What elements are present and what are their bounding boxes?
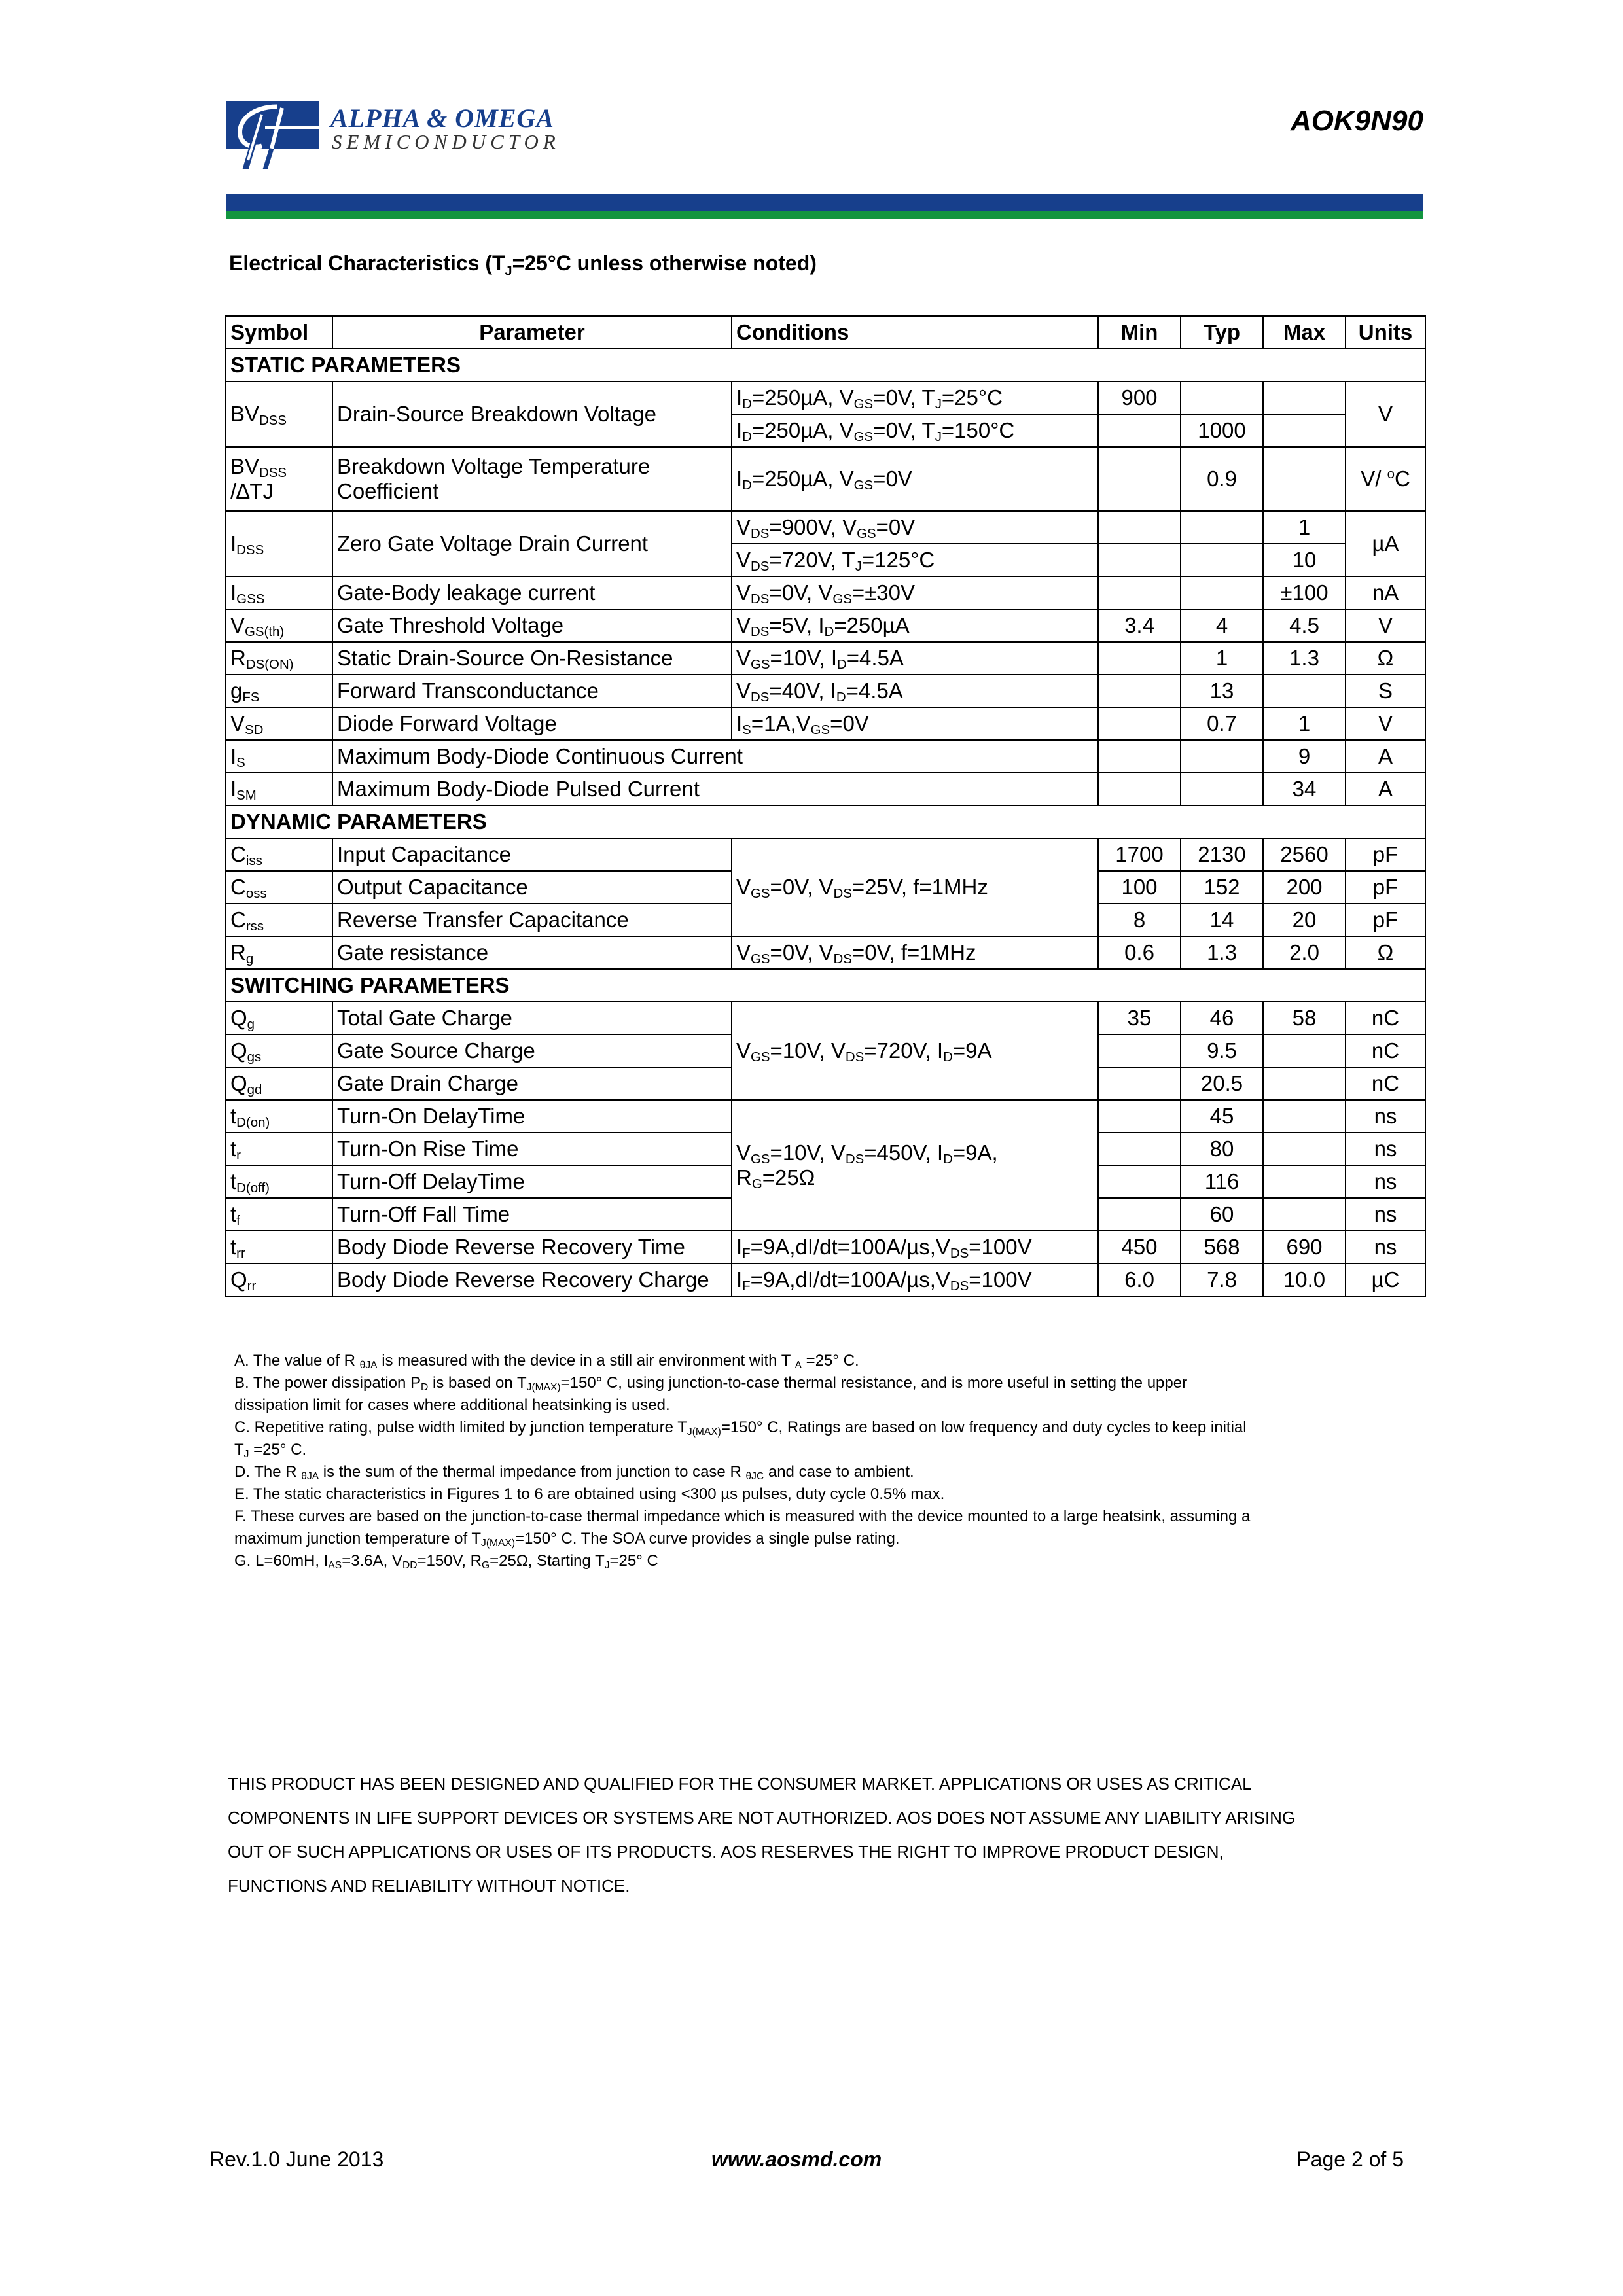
note-d: D. The R $_{\theta JA}$ is the sum of the thermal impedance from junction to case R $_{\theta JC}$ and case to ambient.	[234, 1463, 914, 1482]
typ-cell	[1181, 740, 1263, 773]
parameter-cell: Breakdown Voltage Temperature Coefficient	[332, 447, 732, 511]
units-cell: pF	[1346, 904, 1425, 936]
typ-cell: 1	[1181, 642, 1263, 675]
static-parameters-title: STATIC PARAMETERS	[226, 349, 1425, 381]
typ-cell	[1181, 544, 1263, 576]
table-row	[226, 936, 1425, 969]
typ-cell: 60	[1181, 1198, 1263, 1231]
note-a: A. The value of R $_{\theta JA}$ is measured with the device in a still air environment with T $_A$ =25° C.	[234, 1352, 859, 1371]
typ-cell	[1181, 381, 1263, 414]
symbol-cell: $V_{SD}$	[226, 707, 332, 740]
min-cell: 1700	[1098, 838, 1181, 871]
disclaimer-line: FUNCTIONS AND RELIABILITY WITHOUT NOTICE.	[228, 1876, 630, 1896]
parameter-cell: Gate Source Charge	[332, 1034, 732, 1067]
typ-cell: 1.3	[1181, 936, 1263, 969]
header-band-blue	[226, 194, 1423, 211]
parameter-cell: Body Diode Reverse Recovery Charge	[332, 1263, 732, 1296]
part-number: AOK9N90	[1291, 105, 1423, 137]
min-cell	[1098, 642, 1181, 675]
note-c-continued: $T_J =25^\circ$ C.	[234, 1441, 307, 1460]
table-row	[226, 642, 1425, 675]
section-row-static	[226, 349, 1425, 381]
symbol-cell: $R_g$	[226, 936, 332, 969]
typ-cell: 9.5	[1181, 1034, 1263, 1067]
units-cell: Ω	[1346, 936, 1425, 969]
min-cell	[1098, 1133, 1181, 1165]
conditions-cell: $V_{DS}=5V$, $I_D=250\mu A$	[732, 609, 1098, 642]
conditions-cell: $V_{GS}=0V$, $V_{DS}=0V$, f=1MHz	[732, 936, 1098, 969]
units-cell: V	[1346, 381, 1425, 447]
min-cell	[1098, 1165, 1181, 1198]
parameter-cell: Gate Threshold Voltage	[332, 609, 732, 642]
table-row	[226, 740, 1425, 773]
max-cell: 690	[1263, 1231, 1346, 1263]
typ-cell: 46	[1181, 1002, 1263, 1034]
max-cell: 10.0	[1263, 1263, 1346, 1296]
table-row	[226, 576, 1425, 609]
conditions-cell: $I_D=250\mu A$, $V_{GS}=0V$, $T_J=25^\circ C$	[732, 381, 1098, 414]
max-cell: 1.3	[1263, 642, 1346, 675]
parameter-cell: Gate resistance	[332, 936, 732, 969]
units-cell: nC	[1346, 1002, 1425, 1034]
note-c: C. Repetitive rating, pulse width limited by junction temperature $T_{J(MAX)}=150^\circ$ C, Ratings are based on low frequency and duty cycles to keep initial	[234, 1419, 1247, 1438]
max-cell	[1263, 381, 1346, 414]
disclaimer-line: THIS PRODUCT HAS BEEN DESIGNED AND QUALIFIED FOR THE CONSUMER MARKET. APPLICATIONS OR USES AS CRITICAL	[228, 1774, 1252, 1793]
symbol-cell: $t_f$	[226, 1198, 332, 1231]
symbol-cell: $t_{rr}$	[226, 1231, 332, 1263]
min-cell	[1098, 576, 1181, 609]
note-b: B. The power dissipation $P_D$ is based on $T_{J(MAX)}=150^\circ$ C, using junction-to-case thermal resistance, and is more useful in setting the upper	[234, 1374, 1188, 1393]
conditions-cell: $V_{GS}=0V$, $V_{DS}=25V$, f=1MHz	[732, 838, 1098, 936]
note-f-continued: maximum junction temperature of $T_{J(MAX)}=150^\circ$ C. The SOA curve provides a single pulse rating.	[234, 1530, 900, 1549]
min-cell: 6.0	[1098, 1263, 1181, 1296]
units-cell: Ω	[1346, 642, 1425, 675]
units-cell: ns	[1346, 1100, 1425, 1133]
max-cell: 20	[1263, 904, 1346, 936]
max-cell: 4.5	[1263, 609, 1346, 642]
conditions-cell: $V_{DS}=720V$, $T_J=125^\circ C$	[732, 544, 1098, 576]
table-row	[226, 838, 1425, 871]
max-cell	[1263, 1034, 1346, 1067]
footnotes	[234, 1350, 1412, 1572]
conditions-cell: $I_F=9A,dI/dt=100A/\mu s,V_{DS}=100V$	[732, 1263, 1098, 1296]
column-header-symbol: Symbol	[226, 316, 332, 349]
min-cell	[1098, 544, 1181, 576]
conditions-cell: $I_F=9A,dI/dt=100A/\mu s,V_{DS}=100V$	[732, 1231, 1098, 1263]
column-header-parameter: Parameter	[332, 316, 732, 349]
typ-cell: 568	[1181, 1231, 1263, 1263]
max-cell	[1263, 1165, 1346, 1198]
conditions-cell: $V_{GS}=10V$, $I_D=4.5A$	[732, 642, 1098, 675]
typ-cell	[1181, 511, 1263, 544]
note-g: G. L=60mH, $I_{AS}=3.6A$, $V_{DD}=150V$, $R_G=25\Omega$, Starting $T_J=25^\circ$ C	[234, 1552, 658, 1571]
max-cell: 1	[1263, 511, 1346, 544]
max-cell: 9	[1263, 740, 1346, 773]
max-cell	[1263, 1100, 1346, 1133]
symbol-cell: $Q_g$	[226, 1002, 332, 1034]
symbol-cell: $C_{rss}$	[226, 904, 332, 936]
table-header-row	[226, 316, 1425, 349]
note-b-continued: dissipation limit for cases where additional heatsinking is used.	[234, 1396, 670, 1414]
typ-cell: 0.7	[1181, 707, 1263, 740]
symbol-cell: $t_{D(off)}$	[226, 1165, 332, 1198]
min-cell: 450	[1098, 1231, 1181, 1263]
table-row	[226, 773, 1425, 805]
column-header-units: Units	[1346, 316, 1425, 349]
symbol-cell: $BV_{DSS}$ /∆TJ	[226, 447, 332, 511]
typ-cell	[1181, 576, 1263, 609]
section-row-switching	[226, 969, 1425, 1002]
table-row	[226, 511, 1425, 544]
units-cell: ns	[1346, 1165, 1425, 1198]
max-cell	[1263, 1133, 1346, 1165]
min-cell	[1098, 1100, 1181, 1133]
symbol-cell: $t_{D(on)}$	[226, 1100, 332, 1133]
units-cell: S	[1346, 675, 1425, 707]
alpha-omega-logo-icon	[226, 101, 319, 169]
parameter-cell: Gate Drain Charge	[332, 1067, 732, 1100]
parameter-cell: Output Capacitance	[332, 871, 732, 904]
symbol-cell: $R_{DS(ON)}$	[226, 642, 332, 675]
conditions-cell: $I_S=1A,V_{GS}=0V$	[732, 707, 1098, 740]
min-cell	[1098, 675, 1181, 707]
symbol-cell: $BV_{DSS}$	[226, 381, 332, 447]
typ-cell: 1000	[1181, 414, 1263, 447]
max-cell	[1263, 447, 1346, 511]
min-cell: 3.4	[1098, 609, 1181, 642]
min-cell	[1098, 773, 1181, 805]
symbol-cell: $I_{SM}$	[226, 773, 332, 805]
symbol-cell: $C_{iss}$	[226, 838, 332, 871]
parameter-cell: Body Diode Reverse Recovery Time	[332, 1231, 732, 1263]
note-f: F. These curves are based on the junction-to-case thermal impedance which is measured with the device mounted to a large heatsink, assuming a	[234, 1508, 1251, 1525]
table-row	[226, 707, 1425, 740]
max-cell: 200	[1263, 871, 1346, 904]
symbol-cell: $Q_{gs}$	[226, 1034, 332, 1067]
brand-name: ALPHA & OMEGA	[330, 103, 554, 133]
parameter-cell: Diode Forward Voltage	[332, 707, 732, 740]
disclaimer-line: COMPONENTS IN LIFE SUPPORT DEVICES OR SYSTEMS ARE NOT AUTHORIZED. AOS DOES NOT ASSUME ANY LIABILITY ARISING	[228, 1808, 1296, 1828]
max-cell	[1263, 1198, 1346, 1231]
parameter-cell: Gate-Body leakage current	[332, 576, 732, 609]
footer-page-number: Page 2 of 5	[1296, 2147, 1404, 2171]
column-header-min: Min	[1098, 316, 1181, 349]
table-row	[226, 1002, 1425, 1034]
symbol-cell: $g_{FS}$	[226, 675, 332, 707]
symbol-cell: $I_S$	[226, 740, 332, 773]
min-cell: 100	[1098, 871, 1181, 904]
section-row-dynamic	[226, 805, 1425, 838]
table-row	[226, 609, 1425, 642]
min-cell: 8	[1098, 904, 1181, 936]
switching-parameters-title: SWITCHING PARAMETERS	[226, 969, 1425, 1002]
typ-cell: 152	[1181, 871, 1263, 904]
parameter-cell: Maximum Body-Diode Continuous Current	[332, 740, 1098, 773]
max-cell	[1263, 414, 1346, 447]
company-logo	[226, 101, 605, 173]
symbol-cell: $C_{oss}$	[226, 871, 332, 904]
units-cell: µA	[1346, 511, 1425, 576]
conditions-cell: $V_{GS}=10V$, $V_{DS}=450V$, $I_D=9A$, $R_G=25\Omega$	[732, 1100, 1098, 1231]
typ-cell: 116	[1181, 1165, 1263, 1198]
max-cell: 2560	[1263, 838, 1346, 871]
units-cell: µC	[1346, 1263, 1425, 1296]
min-cell	[1098, 447, 1181, 511]
parameter-cell: Turn-Off DelayTime	[332, 1165, 732, 1198]
symbol-cell: $Q_{rr}$	[226, 1263, 332, 1296]
table-row	[226, 381, 1425, 414]
typ-cell: 14	[1181, 904, 1263, 936]
typ-cell: 0.9	[1181, 447, 1263, 511]
units-cell: nC	[1346, 1034, 1425, 1067]
typ-cell: 13	[1181, 675, 1263, 707]
table-row	[226, 675, 1425, 707]
header-band-green	[226, 211, 1423, 219]
max-cell: 34	[1263, 773, 1346, 805]
min-cell	[1098, 511, 1181, 544]
max-cell: 1	[1263, 707, 1346, 740]
column-header-max: Max	[1263, 316, 1346, 349]
symbol-cell: $I_{GSS}$	[226, 576, 332, 609]
parameter-cell: Turn-On Rise Time	[332, 1133, 732, 1165]
min-cell	[1098, 1034, 1181, 1067]
table-row	[226, 1231, 1425, 1263]
typ-cell: 20.5	[1181, 1067, 1263, 1100]
disclaimer	[228, 1767, 1419, 1903]
units-cell: V	[1346, 609, 1425, 642]
conditions-cell: $V_{GS}=10V$, $V_{DS}=720V$, $I_D=9A$	[732, 1002, 1098, 1100]
conditions-cell: $V_{DS}=40V$, $I_D=4.5A$	[732, 675, 1098, 707]
table-row	[226, 1263, 1425, 1296]
symbol-cell: $I_{DSS}$	[226, 511, 332, 576]
units-cell: A	[1346, 773, 1425, 805]
units-cell: pF	[1346, 838, 1425, 871]
table-row	[226, 447, 1425, 511]
dynamic-parameters-title: DYNAMIC PARAMETERS	[226, 805, 1425, 838]
typ-cell: 45	[1181, 1100, 1263, 1133]
parameter-cell: Input Capacitance	[332, 838, 732, 871]
typ-cell: 7.8	[1181, 1263, 1263, 1296]
min-cell: 35	[1098, 1002, 1181, 1034]
symbol-cell: $Q_{gd}$	[226, 1067, 332, 1100]
units-cell: nA	[1346, 576, 1425, 609]
column-header-typ: Typ	[1181, 316, 1263, 349]
units-cell: pF	[1346, 871, 1425, 904]
typ-cell: 4	[1181, 609, 1263, 642]
typ-cell	[1181, 773, 1263, 805]
footer-website-link[interactable]: www.aosmd.com	[711, 2147, 882, 2171]
max-cell: 58	[1263, 1002, 1346, 1034]
typ-cell: 2130	[1181, 838, 1263, 871]
electrical-characteristics-table	[225, 315, 1426, 1297]
parameter-cell: Drain-Source Breakdown Voltage	[332, 381, 732, 447]
units-cell: nC	[1346, 1067, 1425, 1100]
max-cell: 2.0	[1263, 936, 1346, 969]
units-cell: V/ $^o$C	[1346, 447, 1425, 511]
max-cell: ±100	[1263, 576, 1346, 609]
conditions-cell: $V_{DS}=0V$, $V_{GS}=\pm 30V$	[732, 576, 1098, 609]
symbol-cell: $t_r$	[226, 1133, 332, 1165]
min-cell	[1098, 707, 1181, 740]
units-cell: V	[1346, 707, 1425, 740]
units-cell: ns	[1346, 1198, 1425, 1231]
parameter-cell: Zero Gate Voltage Drain Current	[332, 511, 732, 576]
conditions-cell: $I_D=250\mu A$, $V_{GS}=0V$	[732, 447, 1098, 511]
column-header-conditions: Conditions	[732, 316, 1098, 349]
max-cell	[1263, 675, 1346, 707]
typ-cell: 80	[1181, 1133, 1263, 1165]
brand-subtitle: SEMICONDUCTOR	[332, 130, 560, 153]
units-cell: ns	[1346, 1231, 1425, 1263]
table-row	[226, 1100, 1425, 1133]
min-cell: 0.6	[1098, 936, 1181, 969]
note-e: E. The static characteristics in Figures 1 to 6 are obtained using <300 µs pulses, duty cycle 0.5% max.	[234, 1485, 945, 1503]
disclaimer-line: OUT OF SUCH APPLICATIONS OR USES OF ITS PRODUCTS. AOS RESERVES THE RIGHT TO IMPROVE PRODUCT DESIGN,	[228, 1842, 1224, 1862]
min-cell	[1098, 414, 1181, 447]
parameter-cell: Turn-On DelayTime	[332, 1100, 732, 1133]
parameter-cell: Turn-Off Fall Time	[332, 1198, 732, 1231]
parameter-cell: Static Drain-Source On-Resistance	[332, 642, 732, 675]
min-cell	[1098, 1067, 1181, 1100]
min-cell	[1098, 740, 1181, 773]
units-cell: ns	[1346, 1133, 1425, 1165]
units-cell: A	[1346, 740, 1425, 773]
symbol-cell: $V_{GS(th)}$	[226, 609, 332, 642]
conditions-cell: $I_D=250\mu A$, $V_{GS}=0V$, $T_J=150^\circ C$	[732, 414, 1098, 447]
section-title: Electrical Characteristics ($T_J=25^\circ C$ unless otherwise noted)	[229, 251, 817, 279]
parameter-cell: Total Gate Charge	[332, 1002, 732, 1034]
max-cell: 10	[1263, 544, 1346, 576]
min-cell: 900	[1098, 381, 1181, 414]
footer-revision: Rev.1.0 June 2013	[209, 2147, 384, 2171]
parameter-cell: Maximum Body-Diode Pulsed Current	[332, 773, 1098, 805]
conditions-cell: $V_{DS}=900V$, $V_{GS}=0V$	[732, 511, 1098, 544]
max-cell	[1263, 1067, 1346, 1100]
parameter-cell: Reverse Transfer Capacitance	[332, 904, 732, 936]
parameter-cell: Forward Transconductance	[332, 675, 732, 707]
min-cell	[1098, 1198, 1181, 1231]
